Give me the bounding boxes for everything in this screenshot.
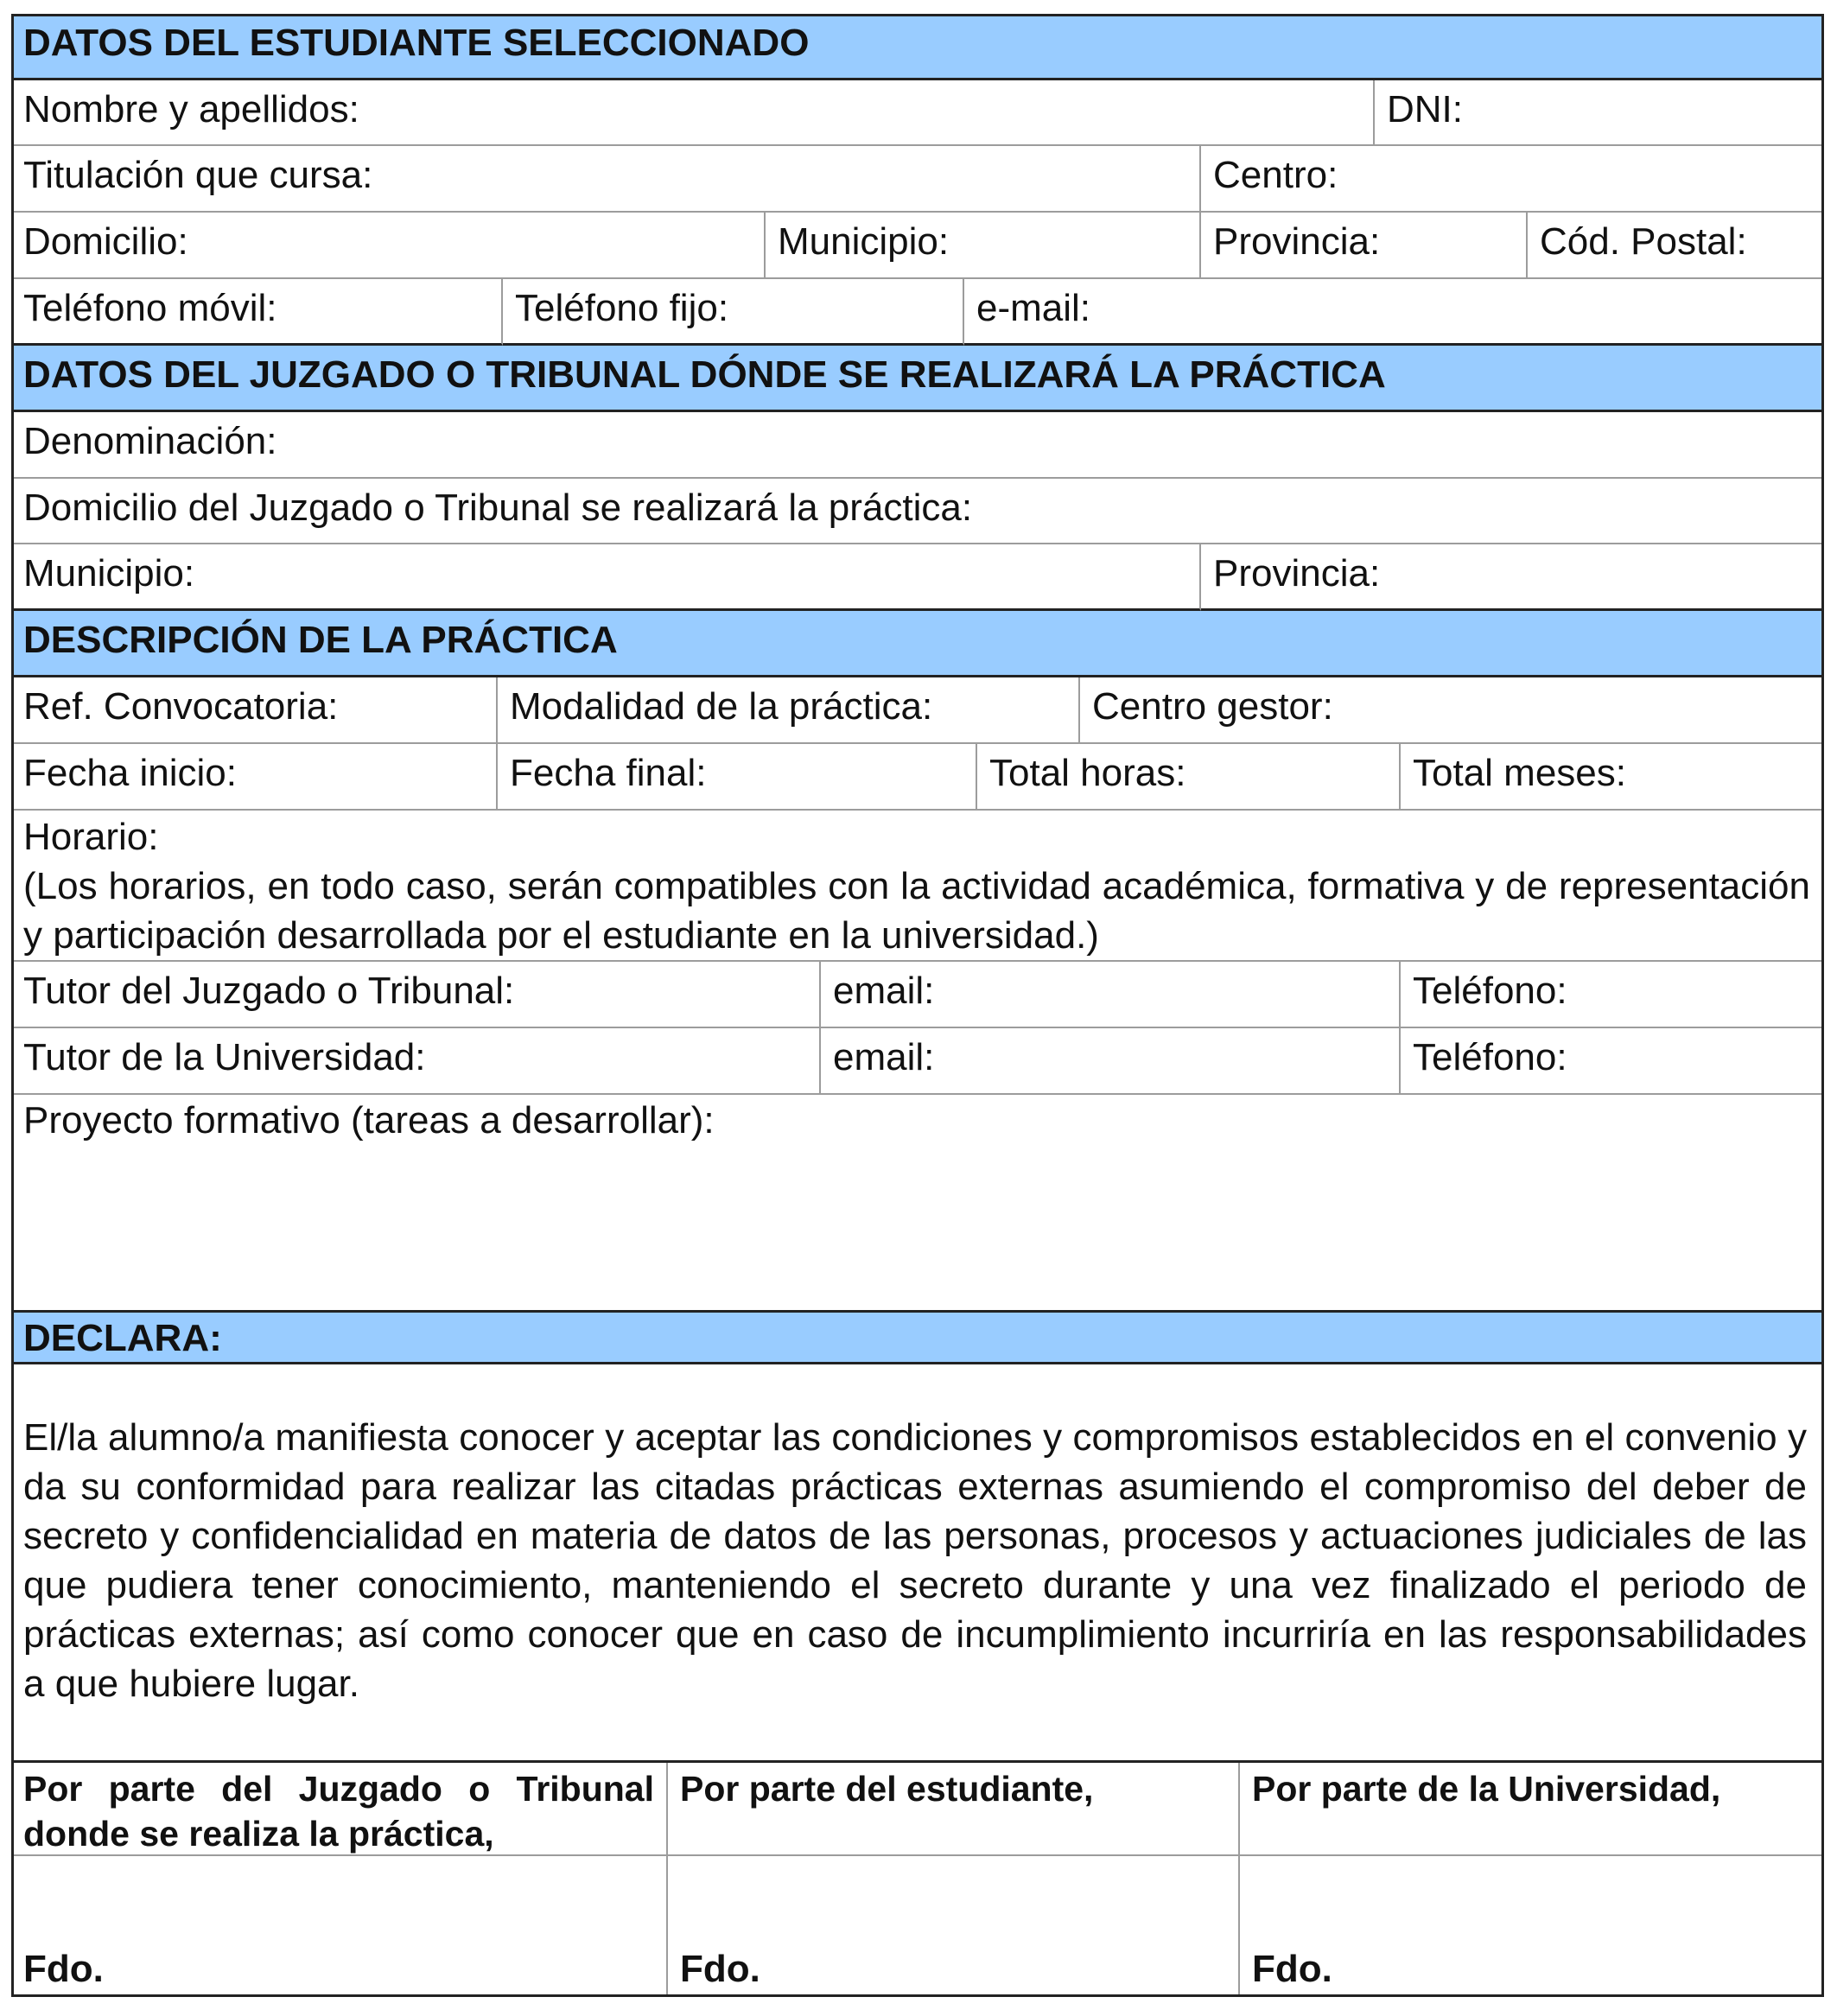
signature-juzgado-box[interactable] bbox=[11, 1856, 668, 1997]
horario-label: Horario: bbox=[23, 816, 159, 858]
tutor-universidad-email-field[interactable]: email: bbox=[821, 1028, 1401, 1095]
student-section-header: DATOS DEL ESTUDIANTE SELECCIONADO bbox=[11, 14, 1824, 80]
proyecto-formativo-field[interactable]: Proyecto formativo (tareas a desarrollar): bbox=[11, 1095, 1824, 1313]
declara-text: El/la alumno/a manifiesta conocer y aceptar las condiciones y compromisos establecidos en el convenio y da su conformidad para realizar las citadas prácticas externas asumiendo el compromiso del deber de secreto y confidencialidad en materia de datos de las personas, procesos y actuaciones judiciales de las que pudiera tener conocimiento, manteniendo el secreto durante y una vez finalizado el periodo de prácticas externas; así como conocer que en caso de incumplimiento incurriría en las responsabilidades a que hubiere lugar. bbox=[11, 1364, 1824, 1763]
court-domicilio-field[interactable]: Domicilio del Juzgado o Tribunal se realizará la práctica: bbox=[11, 479, 1824, 544]
telefono-fijo-field[interactable]: Teléfono fijo: bbox=[503, 279, 964, 346]
provincia-field[interactable]: Provincia: bbox=[1201, 213, 1528, 279]
ref-convocatoria-field[interactable]: Ref. Convocatoria: bbox=[11, 677, 498, 744]
fecha-final-field[interactable]: Fecha final: bbox=[498, 744, 977, 811]
modalidad-field[interactable]: Modalidad de la práctica: bbox=[498, 677, 1080, 744]
municipio-field[interactable]: Municipio: bbox=[766, 213, 1201, 279]
fdo-label: Fdo. bbox=[680, 1948, 760, 1990]
tutor-juzgado-telefono-field[interactable]: Teléfono: bbox=[1401, 962, 1824, 1028]
court-municipio-field[interactable]: Municipio: bbox=[11, 544, 1201, 611]
total-horas-field[interactable]: Total horas: bbox=[977, 744, 1401, 811]
tutor-juzgado-email-field[interactable]: email: bbox=[821, 962, 1401, 1028]
email-field[interactable]: e-mail: bbox=[964, 279, 1824, 346]
declara-section-header: DECLARA: bbox=[11, 1313, 1824, 1364]
signature-estudiante-box[interactable] bbox=[668, 1856, 1240, 1997]
horario-note: (Los horarios, en todo caso, serán compatibles con la actividad académica, formativa y de representación y participación desarrollada por el estudiante en la universidad.) bbox=[23, 865, 1810, 957]
horario-field[interactable] bbox=[11, 811, 1824, 962]
court-provincia-field[interactable]: Provincia: bbox=[1201, 544, 1824, 611]
signature-universidad-header: Por parte de la Universidad, bbox=[1240, 1763, 1824, 1856]
signature-universidad-box[interactable] bbox=[1240, 1856, 1824, 1997]
fecha-inicio-field[interactable]: Fecha inicio: bbox=[11, 744, 498, 811]
fdo-label: Fdo. bbox=[23, 1948, 104, 1990]
fdo-label: Fdo. bbox=[1252, 1948, 1332, 1990]
domicilio-field[interactable]: Domicilio: bbox=[11, 213, 766, 279]
dni-field[interactable]: DNI: bbox=[1375, 80, 1824, 146]
court-section-header: DATOS DEL JUZGADO O TRIBUNAL DÓNDE SE REALIZARÁ LA PRÁCTICA bbox=[11, 346, 1824, 412]
denominacion-field[interactable]: Denominación: bbox=[11, 412, 1824, 479]
nombre-field[interactable]: Nombre y apellidos: bbox=[11, 80, 1375, 146]
titulacion-field[interactable]: Titulación que cursa: bbox=[11, 146, 1201, 213]
cod-postal-field[interactable]: Cód. Postal: bbox=[1528, 213, 1824, 279]
signature-estudiante-header: Por parte del estudiante, bbox=[668, 1763, 1240, 1856]
practice-section-header: DESCRIPCIÓN DE LA PRÁCTICA bbox=[11, 611, 1824, 677]
total-meses-field[interactable]: Total meses: bbox=[1401, 744, 1824, 811]
signature-juzgado-header: Por parte del Juzgado o Tribunal donde se realiza la práctica, bbox=[11, 1763, 668, 1856]
telefono-movil-field[interactable]: Teléfono móvil: bbox=[11, 279, 503, 346]
practice-form bbox=[11, 14, 1824, 1997]
centro-field[interactable]: Centro: bbox=[1201, 146, 1824, 213]
tutor-universidad-field[interactable]: Tutor de la Universidad: bbox=[11, 1028, 821, 1095]
centro-gestor-field[interactable]: Centro gestor: bbox=[1080, 677, 1824, 744]
tutor-juzgado-field[interactable]: Tutor del Juzgado o Tribunal: bbox=[11, 962, 821, 1028]
tutor-universidad-telefono-field[interactable]: Teléfono: bbox=[1401, 1028, 1824, 1095]
